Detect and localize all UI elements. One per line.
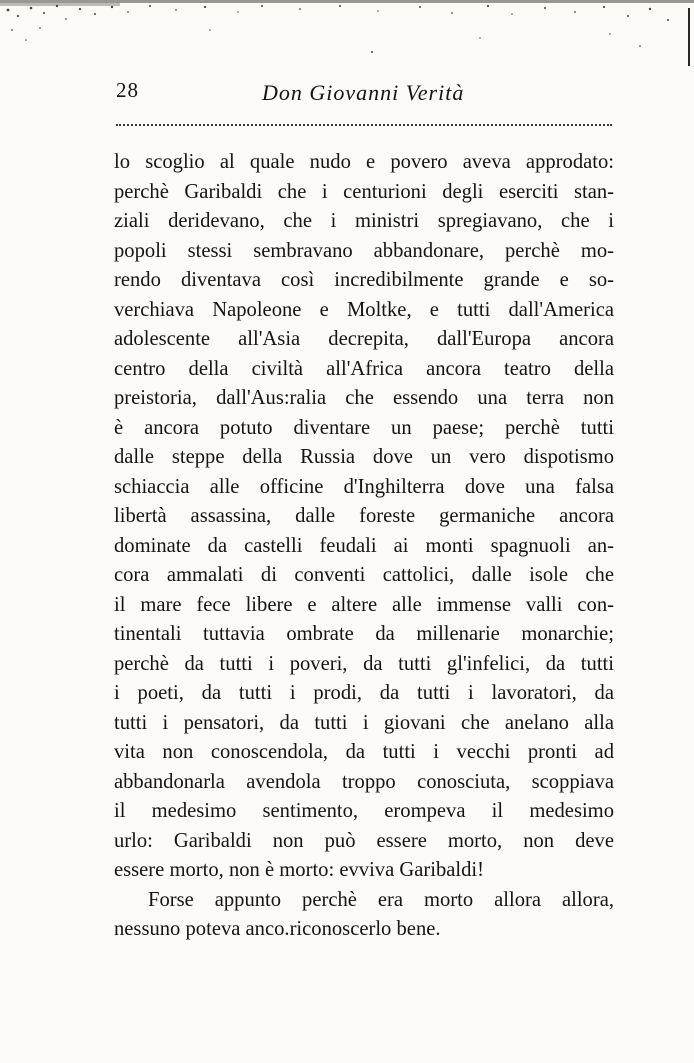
running-title: Don Giovanni Verità <box>262 80 465 105</box>
text-line: abbandonarla avendola troppo conosciuta, scoppiava <box>114 770 614 793</box>
paragraph-end-line: essere morto, non è morto: evviva Garibaldi! <box>114 859 485 881</box>
paragraph-end-line: nessuno poteva anco.riconoscerlo bene. <box>114 918 441 940</box>
text-line: urlo: Garibaldi non può essere morto, non deve <box>114 829 614 852</box>
scan-noise-top-edge <box>0 0 694 60</box>
text-line: perchè Garibaldi che i centurioni degli eserciti stan- <box>114 180 614 203</box>
page-number: 28 <box>116 78 139 102</box>
text-line: il mare fece libere e altere alle immense valli con- <box>114 593 614 616</box>
text-line: preistoria, dall'Aus:ralia che essendo una terra non <box>114 387 614 409</box>
text-line: verchiava Napoleone e Moltke, e tutti dall'America <box>114 298 614 321</box>
text-line: il medesimo sentimento, erompeva il medesimo <box>114 800 614 822</box>
text-line: tutti i pensatori, da tutti i giovani che anelano alla <box>114 711 614 734</box>
text-line: libertà assassina, dalle foreste germaniche ancora <box>114 505 614 527</box>
text-line: ziali deridevano, che i ministri spregiavano, che i <box>114 210 614 232</box>
text-line: dalle steppe della Russia dove un vero dispotismo <box>114 446 614 468</box>
text-line: schiaccia alle officine d'Inghilterra dove una falsa <box>114 475 614 498</box>
text-line: i poeti, da tutti i prodi, da tutti i lavoratori, da <box>114 682 614 704</box>
text-line: centro della civiltà all'Africa ancora teatro della <box>114 357 614 380</box>
paragraph-start-line: Forse appunto perchè era morto allora allora, <box>148 888 614 911</box>
text-line: vita non conoscendola, da tutti i vecchi pronti ad <box>114 741 614 763</box>
text-line: popoli stessi sembravano abbandonare, perchè mo- <box>114 239 614 262</box>
text-line: tinentali tuttavia ombrate da millenarie monarchie; <box>114 623 614 645</box>
text-line: perchè da tutti i poveri, da tutti gl'infelici, da tutti <box>114 652 614 675</box>
header-rule <box>116 124 612 126</box>
text-line: adolescente all'Asia decrepita, dall'Europa ancora <box>114 328 614 350</box>
body-text <box>114 148 614 945</box>
text-line: dominate da castelli feudali ai monti spagnuoli an- <box>114 534 614 557</box>
scan-edge-mark <box>688 8 690 66</box>
text-line: lo scoglio al quale nudo e povero aveva approdato: <box>114 151 614 173</box>
text-line: cora ammalati di conventi cattolici, dalle isole che <box>114 564 614 586</box>
text-line: è ancora potuto diventare un paese; perchè tutti <box>114 416 614 439</box>
text-line: rendo diventava così incredibilmente grande e so- <box>114 269 614 291</box>
